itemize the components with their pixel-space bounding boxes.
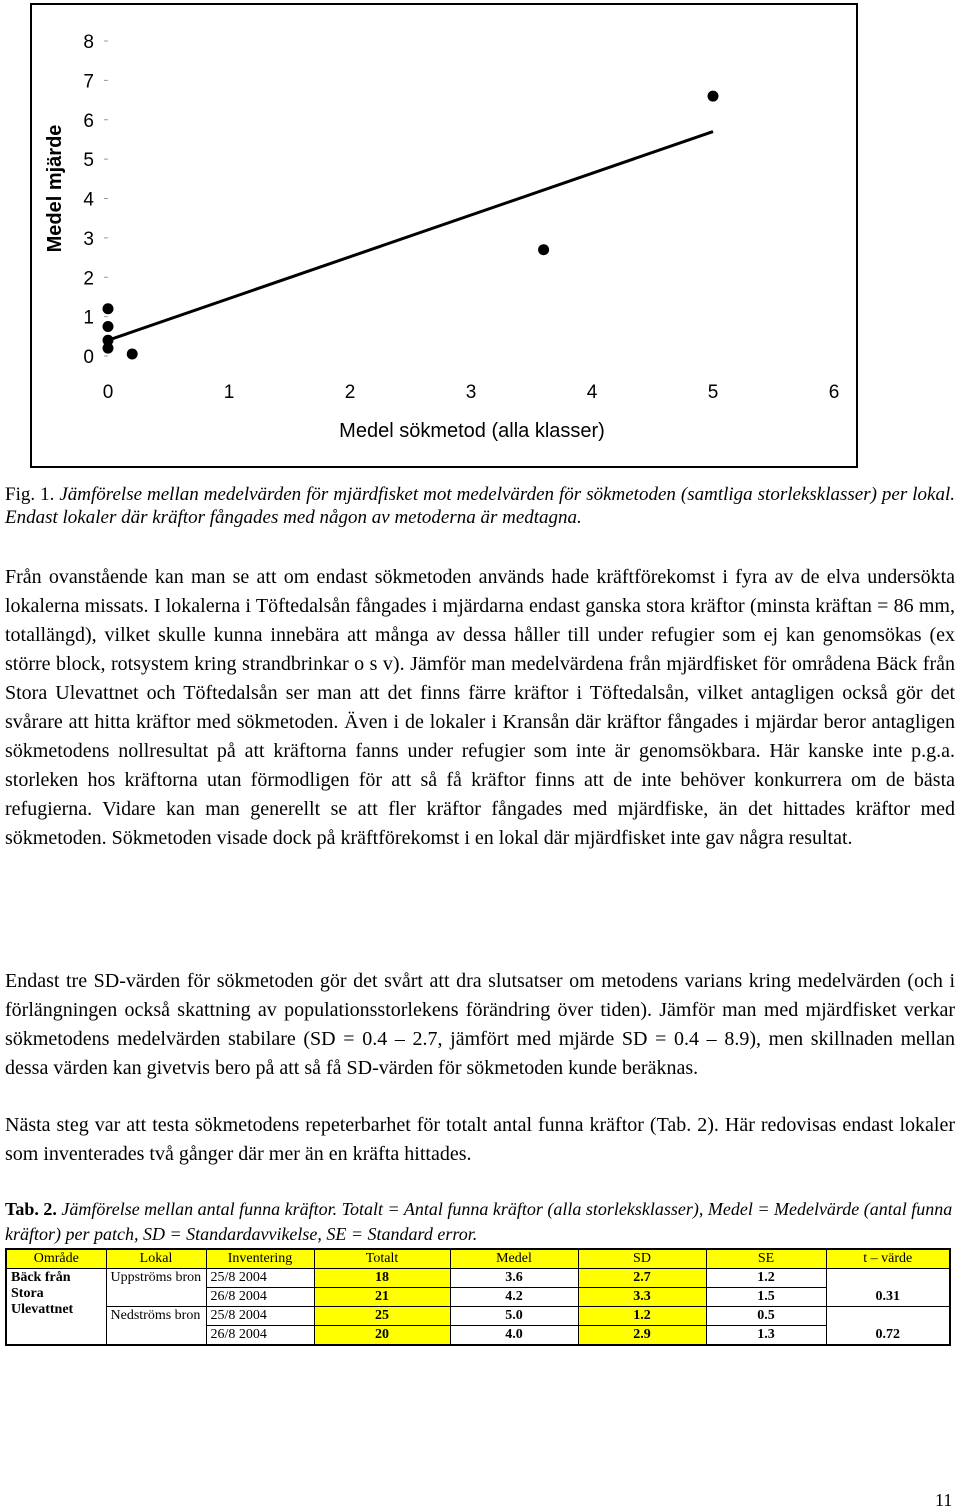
table-row xyxy=(6,1307,950,1326)
cell-se: 1.2 xyxy=(706,1269,826,1288)
cell-se: 1.3 xyxy=(706,1326,826,1346)
cell-medel: 5.0 xyxy=(450,1307,578,1326)
y-tick-label: 6 xyxy=(83,110,94,132)
cell-sd: 2.9 xyxy=(578,1326,706,1346)
x-tick-label: 1 xyxy=(223,382,235,403)
comparison-table xyxy=(5,1248,951,1346)
table-caption-text: Jämförelse mellan antal funna kräftor. Totalt = Antal funna kräftor (alla storleksklasser), Medel = Medelvärde (antal funna kräftor) per patch, SD = Standardavvikelse, SE = Standard error. xyxy=(5,1199,953,1244)
data-point xyxy=(708,91,719,102)
cell-se: 0.5 xyxy=(706,1307,826,1326)
y-tick-label: 0 xyxy=(83,347,94,368)
x-tick-label: 3 xyxy=(465,382,477,403)
cell-sd: 3.3 xyxy=(578,1288,706,1307)
x-tick-label: 4 xyxy=(586,382,598,403)
y-axis-label: Medel mjärde xyxy=(44,124,66,253)
cell-lokal-1: Uppströms bron xyxy=(106,1269,206,1307)
cell-inventering: 26/8 2004 xyxy=(206,1288,314,1307)
header-inventering: Inventering xyxy=(206,1249,314,1269)
cell-totalt: 21 xyxy=(314,1288,450,1307)
cell-omrade: Bäck från Stora Ulevattnet xyxy=(6,1269,106,1346)
chart-svg xyxy=(32,5,858,468)
cell-inventering: 26/8 2004 xyxy=(206,1326,314,1346)
cell-t-varde-2: 0.72 xyxy=(826,1307,950,1346)
data-point xyxy=(538,244,549,255)
cell-sd: 2.7 xyxy=(578,1269,706,1288)
cell-t-varde-1: 0.31 xyxy=(826,1269,950,1307)
y-tick-label: 4 xyxy=(83,189,94,211)
y-tick-label: 3 xyxy=(83,228,94,250)
figure-caption-label: Fig. 1. xyxy=(5,484,55,505)
scatter-chart xyxy=(30,3,858,468)
trend-line xyxy=(108,132,713,341)
table-caption-label: Tab. 2. xyxy=(5,1199,57,1219)
paragraph-2: Endast tre SD-värden för sökmetoden gör det svårt att dra slutsatser om metodens varians kring medelvärden (och i förlängningen också skattning av populationsstorlekens förändring över tiden). Jämför man med mjärdfisket verkar sökmetodens medelvärden stabilare (SD = 0.4 – 2.7, jämfört med mjärde SD = 0.4 – 8.9), men skillnaden mellan dessa värden kan givetvis bero på att så få SD-värden för sökmetoden kunde beräknas. xyxy=(5,970,955,1079)
data-point xyxy=(103,321,114,332)
header-t-varde: t – värde xyxy=(826,1249,950,1269)
figure-caption-text: Jämförelse mellan medelvärden för mjärdfisket mot medelvärden för sökmetoden (samtliga storleksklasser) per lokal. Endast lokaler där kräftor fångades med någon av metoderna är medtagna. xyxy=(5,484,955,528)
x-axis-label: Medel sökmetod (alla klasser) xyxy=(339,420,605,442)
x-tick-label: 6 xyxy=(828,382,840,403)
data-point xyxy=(127,349,138,360)
paragraph-1: Från ovanstående kan man se att om endast sökmetoden används hade kräftförekomst i fyra av de elva undersökta lokalerna missats. I lokalerna i Töftedalsån fångades i mjärdarna endast ganska stora kräftor (minsta kräftan = 86 mm, totallängd), vilket skulle kunna innebära att många av dessa håller till under refugier som ej kan genomsökas (ex större block, rotsystem kring strandbrinkar o s v). Jämför man medelvärdena från mjärdfisket för områdena Bäck från Stora Ulevattnet och Töftedalsån ser man att det finns färre kräftor i Töftedalsån, vilket antagligen också gör det svårare att hitta kräftor med sökmetoden. Även i de lokaler i Kransån där kräftor fångades i mjärdar beror antagligen sökmetodens nollresultat på att kräftorna fanns under refugier som inte är genomsökbara. Här kanske inte p.g.a. storleken hos kräftorna utan förmodligen för att så få kräftor finns att de inte behöver konkurrera om de bästa refugierna. Vidare kan man generellt se att fler kräftor fångades med mjärdfiske, än det hittades kräftor med sökmetoden. Sökmetoden visade dock på kräftförekomst i en lokal där mjärdfisket inte gav några resultat. xyxy=(5,566,955,849)
data-point xyxy=(103,303,114,314)
cell-medel: 4.0 xyxy=(450,1326,578,1346)
x-tick-label: 0 xyxy=(102,382,114,403)
y-tick-label: 2 xyxy=(83,268,94,290)
cell-medel: 3.6 xyxy=(450,1269,578,1288)
cell-inventering: 25/8 2004 xyxy=(206,1269,314,1288)
header-omrade: Område xyxy=(6,1249,106,1269)
y-tick-label: 8 xyxy=(83,32,94,53)
cell-sd: 1.2 xyxy=(578,1307,706,1326)
figure-caption xyxy=(5,483,955,529)
table-caption xyxy=(5,1197,955,1247)
header-lokal: Lokal xyxy=(106,1249,206,1269)
cell-lokal-2: Nedströms bron xyxy=(106,1307,206,1346)
page-number: 11 xyxy=(935,1490,953,1510)
y-tick-label: 7 xyxy=(83,71,94,93)
header-totalt: Totalt xyxy=(314,1249,450,1269)
x-tick-label: 5 xyxy=(707,382,719,403)
paragraph-3: Nästa steg var att testa sökmetodens repeterbarhet för totalt antal funna kräftor (Tab. 2). Här redovisas endast lokaler som inventerades två gånger där mer än en kräfta hittades. xyxy=(5,1114,955,1165)
cell-inventering: 25/8 2004 xyxy=(206,1307,314,1326)
x-tick-label: 2 xyxy=(344,382,356,403)
header-se: SE xyxy=(706,1249,826,1269)
table-row xyxy=(6,1269,950,1288)
cell-se: 1.5 xyxy=(706,1288,826,1307)
cell-medel: 4.2 xyxy=(450,1288,578,1307)
y-tick-label: 1 xyxy=(83,307,94,329)
cell-totalt: 20 xyxy=(314,1326,450,1346)
y-tick-label: 5 xyxy=(83,150,94,172)
header-sd: SD xyxy=(578,1249,706,1269)
data-point xyxy=(103,343,114,354)
header-medel: Medel xyxy=(450,1249,578,1269)
cell-totalt: 18 xyxy=(314,1269,450,1288)
table-header-row xyxy=(6,1249,950,1269)
cell-totalt: 25 xyxy=(314,1307,450,1326)
